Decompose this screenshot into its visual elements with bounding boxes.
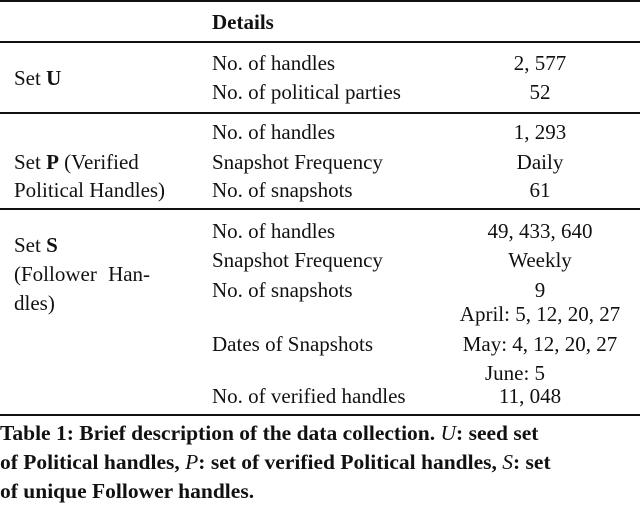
detail: Snapshot Frequency	[212, 150, 383, 174]
detail: No. of handles	[212, 51, 336, 75]
group-label-u: Set U	[14, 66, 62, 90]
value: 1, 293	[513, 120, 567, 144]
value: 11, 048	[498, 384, 562, 408]
top-rule	[0, 0, 640, 2]
group-label-s-line3: dles)	[14, 291, 55, 315]
value: June: 5	[484, 361, 546, 385]
bottom-rule	[0, 414, 640, 416]
header-details: Details	[212, 10, 274, 34]
detail: No. of handles	[212, 219, 336, 243]
detail: No. of handles	[212, 120, 336, 144]
detail: No. of snapshots	[212, 278, 353, 302]
group-label-p: Set P (Verified	[14, 150, 139, 174]
detail: No. of verified handles	[212, 384, 406, 408]
group-rule	[0, 208, 640, 210]
group-label-s: Set S	[14, 233, 58, 257]
value: May: 4, 12, 20, 27	[462, 332, 618, 356]
value: 49, 433, 640	[487, 219, 593, 243]
value: April: 5, 12, 20, 27	[459, 302, 621, 326]
detail: No. of snapshots	[212, 178, 353, 202]
header-rule	[0, 41, 640, 43]
detail: No. of political parties	[212, 80, 401, 104]
value: 9	[534, 278, 546, 302]
group-label-p-line2: Political Handles)	[14, 178, 166, 202]
value: 2, 577	[513, 51, 567, 75]
group-rule	[0, 112, 640, 114]
value: 61	[529, 178, 551, 202]
detail: Dates of Snapshots	[212, 332, 373, 356]
value: Weekly	[508, 248, 572, 272]
value: 52	[529, 80, 551, 104]
value: Daily	[516, 150, 564, 174]
detail: Snapshot Frequency	[212, 248, 383, 272]
group-label-s-line2: (Follower Han-	[14, 262, 151, 286]
